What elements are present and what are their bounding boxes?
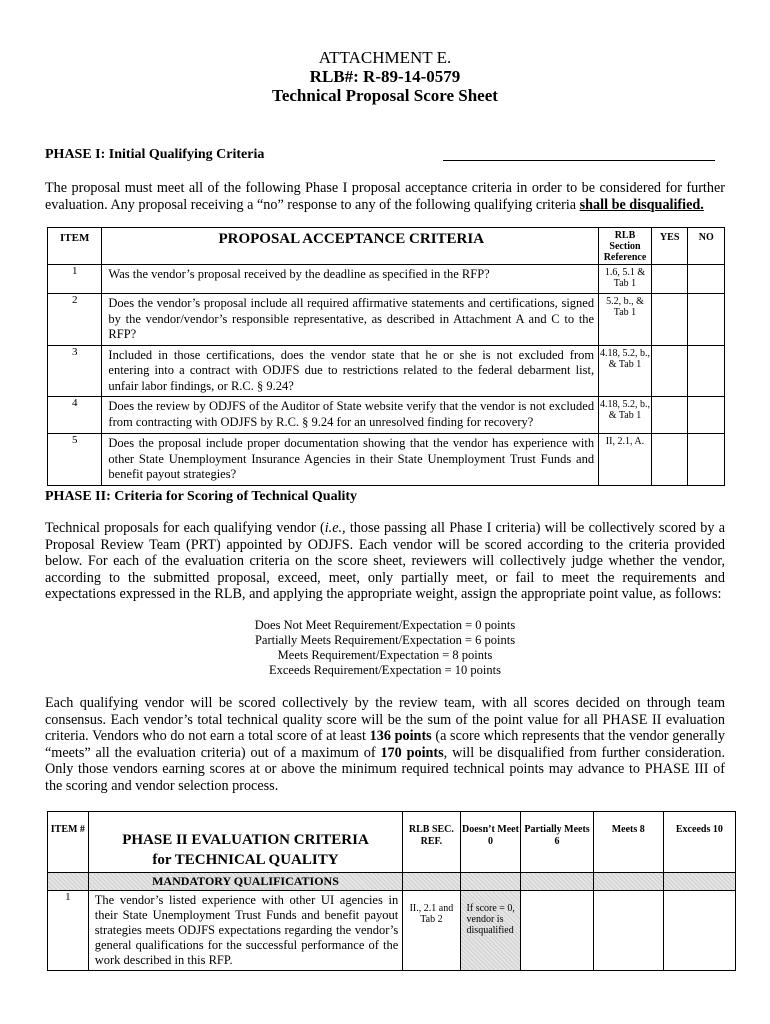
phase1-heading: PHASE I: Initial Qualifying Criteria: [45, 147, 265, 162]
phase2-heading: PHASE II: Criteria for Scoring of Technical Quality: [45, 489, 358, 504]
section-reference: II., 2.1 and Tab 2: [403, 891, 460, 971]
col-yes-header: YES: [651, 228, 688, 265]
phase1-signature-line: [443, 160, 715, 161]
section-shade-cell: [48, 873, 89, 891]
maximum-points: 170 points: [380, 744, 444, 761]
phase1-intro-text: The proposal must meet all of the following Phase I proposal acceptance criteria in order to be considered for further evaluation. Any proposal receiving a “no” response to any of the following qualifying criteria: [45, 180, 725, 213]
table-row: [48, 434, 725, 486]
phase2-intro-b: those passing all Phase I criteria) will be collectively scored by a Proposal Review Team (PRT) appointed by ODJFS. Each vendor will be scored according to the criteria provided below. For each of the evaluation criteria on the score sheet, reviewers will collectively judge whether the vendor, according to the submitted proposal, exceed, meet, only partially meet, or fail to meet the requirements and expectations expressed in the RLB, and applying the appropriate weight, assign the appropriate point value, as follows:: [45, 520, 725, 602]
phase1-intro: [45, 180, 725, 213]
no-cell[interactable]: [688, 345, 725, 397]
section-row: [48, 873, 736, 891]
criteria-text: Was the vendor’s proposal received by the deadline as specified in the RFP?: [102, 265, 599, 294]
criteria-text: The vendor’s listed experience with other UI agencies in their State Unemployment Trust Funds and benefit payout strategies meets ODJFS expectations regarding the vendor’s general qualifications for the successful performance of the work described in this RFP.: [88, 891, 403, 971]
section-reference: 4.18, 5.2, b., & Tab 1: [599, 345, 652, 397]
col-no-header: NO: [688, 228, 725, 265]
col-ref-header: RLB Section Reference: [599, 228, 652, 265]
point-scale: [0, 618, 770, 678]
point-scale-line: Does Not Meet Requirement/Expectation = 0 points: [254, 618, 516, 632]
exceeds-score-cell[interactable]: [663, 891, 735, 971]
item-number: 4: [48, 397, 102, 434]
yes-cell[interactable]: [651, 265, 688, 294]
criteria-text: Does the proposal include proper documentation showing that the vendor has experience with other State Unemployment Insurance Agencies in their State Unemployment Trust Funds and benefit payout strategies?: [102, 434, 599, 486]
item-number: 2: [48, 294, 102, 346]
evaluation-criteria-table: [47, 811, 736, 971]
sheet-title: Technical Proposal Score Sheet: [272, 86, 498, 105]
acceptance-header-row: [48, 228, 725, 265]
phase2-intro-ie: i.e.,: [324, 520, 346, 536]
item-number: 1: [48, 265, 102, 294]
document-title: [0, 48, 770, 105]
col-meets-header: Meets 8: [593, 812, 663, 873]
no-cell[interactable]: [688, 397, 725, 434]
scoring-paragraph: [45, 695, 725, 794]
col-criteria-header: PROPOSAL ACCEPTANCE CRITERIA: [102, 228, 599, 265]
scoring-text-a: Each qualifying vendor will be scored collectively by the review team, with all scores decided on through team consensus. Each vendor’s total technical quality score will be the sum of the point value for all PHASE II evaluation criteria. Vendors who do not earn a total score of at least: [45, 695, 725, 744]
table-row: [48, 294, 725, 346]
col-doesnt-meet-header: Doesn’t Meet 0: [460, 812, 521, 873]
col-exceeds-header: Exceeds 10: [663, 812, 735, 873]
item-number: 5: [48, 434, 102, 486]
col-item-header: ITEM #: [48, 812, 89, 873]
table-row: [48, 265, 725, 294]
section-reference: II, 2.1, A.: [599, 434, 652, 486]
point-scale-line: Partially Meets Requirement/Expectation = 6 points: [254, 633, 516, 647]
point-scale-line: Meets Requirement/Expectation = 8 points: [277, 648, 493, 662]
criteria-text: Does the review by ODJFS of the Auditor of State website verify that the vendor is not excluded from contracting with ODJFS by R.C. § 9.24 for an unresolved finding for recovery?: [102, 397, 599, 434]
disqualified-note: If score = 0, vendor is disqualified: [460, 891, 521, 971]
section-reference: 1.6, 5.1 & Tab 1: [599, 265, 652, 294]
yes-cell[interactable]: [651, 294, 688, 346]
item-number: 3: [48, 345, 102, 397]
minimum-points: 136 points: [369, 728, 432, 744]
section-shade-cell: [593, 873, 663, 891]
table-row: [48, 397, 725, 434]
col-partially-meets-header: Partially Meets 6: [521, 812, 593, 873]
section-shade-cell: [460, 873, 521, 891]
attachment-label: ATTACHMENT E.: [318, 48, 452, 67]
criteria-header-line1: PHASE II EVALUATION CRITERIA: [122, 832, 369, 848]
col-item-header: ITEM: [48, 228, 102, 265]
scoring-text-b: (a score which represents that the vendor generally “meets” all the evaluation criteria) out of a maximum of: [45, 728, 725, 761]
yes-cell[interactable]: [651, 434, 688, 486]
section-shade-cell: [663, 873, 735, 891]
col-ref-header: RLB SEC. REF.: [403, 812, 460, 873]
acceptance-criteria-table: [47, 227, 725, 486]
no-cell[interactable]: [688, 265, 725, 294]
meets-score-cell[interactable]: [593, 891, 663, 971]
section-reference: 4.18, 5.2, b., & Tab 1: [599, 397, 652, 434]
section-reference: 5.2, b., & Tab 1: [599, 294, 652, 346]
table-row: [48, 891, 736, 971]
scoring-text-c: , will be disqualified from further consideration. Only those vendors earning scores at or above the minimum required technical points may advance to PHASE III of the scoring and vendor selection process.: [45, 744, 725, 794]
criteria-header-line2: for TECHNICAL QUALITY: [152, 852, 339, 868]
criteria-text: Included in those certifications, does the vendor state that he or she is not excluded from entering into a contract with ODJFS due to restrictions related to the federal debarment list, unfair labor findings, or R.C. § 9.24?: [102, 345, 599, 397]
no-cell[interactable]: [688, 294, 725, 346]
no-cell[interactable]: [688, 434, 725, 486]
phase2-intro: [45, 520, 725, 603]
section-shade-cell: [403, 873, 460, 891]
table-row: [48, 345, 725, 397]
yes-cell[interactable]: [651, 345, 688, 397]
phase2-intro-a: Technical proposals for each qualifying vendor (: [45, 520, 325, 536]
evaluation-header-row: [48, 812, 736, 873]
criteria-text: Does the vendor’s proposal include all required affirmative statements and certifications, signed by the vendor/vendor’s responsible representative, as described in Attachment A and C to the RFP?: [102, 294, 599, 346]
point-scale-line: Exceeds Requirement/Expectation = 10 points: [269, 663, 501, 677]
col-criteria-header: [88, 812, 403, 873]
item-number: 1: [48, 891, 89, 971]
section-shade-cell: [521, 873, 593, 891]
rlb-number: RLB#: R-89-14-0579: [309, 67, 461, 86]
mandatory-qualifications-label: MANDATORY QUALIFICATIONS: [88, 873, 403, 891]
phase1-intro-emphasis: shall be disqualified.: [579, 196, 704, 213]
yes-cell[interactable]: [651, 397, 688, 434]
partially-meets-score-cell[interactable]: [521, 891, 593, 971]
